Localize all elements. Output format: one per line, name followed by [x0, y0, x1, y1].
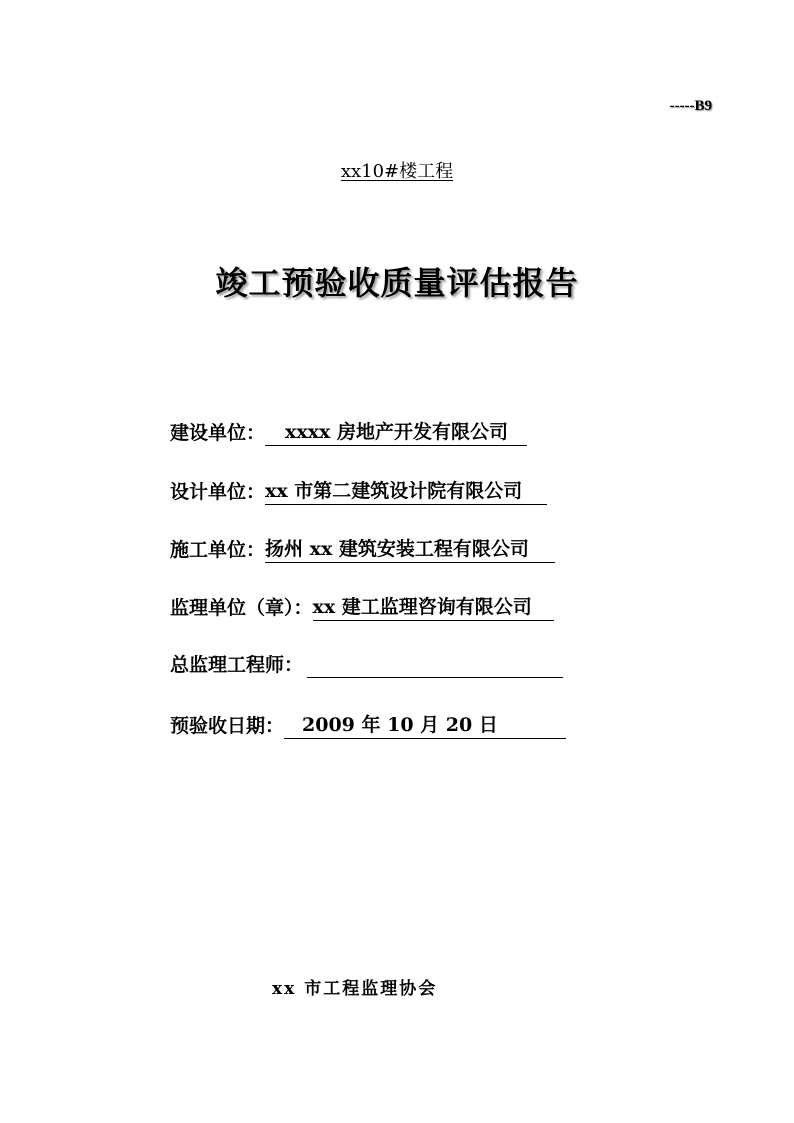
- contractor-field: [170, 536, 555, 563]
- document-code: -----B9: [669, 98, 712, 114]
- chief-engineer-blank: [307, 655, 563, 678]
- acceptance-date-label: 预验收日期：: [170, 715, 285, 737]
- acceptance-date-field: [170, 712, 566, 739]
- issuing-organization: xx 市工程监理协会: [272, 979, 438, 999]
- chief-engineer-label: 总监理工程师：: [170, 654, 304, 676]
- supervisor-value: xx 建工监理咨询有限公司: [313, 594, 554, 621]
- acceptance-date-value: 2009 年 10 月 20 日: [284, 712, 566, 739]
- chief-engineer-field: [170, 652, 563, 678]
- contractor-value: 扬州 xx 建筑安装工程有限公司: [265, 536, 555, 563]
- report-title: 竣工预验收质量评估报告: [215, 264, 579, 302]
- designer-label: 设计单位：: [170, 481, 266, 503]
- builder-value: xxxx 房地产开发有限公司: [265, 419, 527, 446]
- designer-value: xx 市第二建筑设计院有限公司: [265, 478, 547, 505]
- project-name-line: [0, 160, 794, 184]
- supervisor-field: [170, 594, 554, 621]
- builder-field: [170, 419, 527, 446]
- supervisor-label: 监理单位（章）：: [170, 597, 313, 619]
- builder-label: 建设单位：: [170, 422, 266, 444]
- designer-field: [170, 478, 547, 505]
- contractor-label: 施工单位：: [170, 539, 266, 561]
- project-name: xx10#楼工程: [340, 161, 454, 182]
